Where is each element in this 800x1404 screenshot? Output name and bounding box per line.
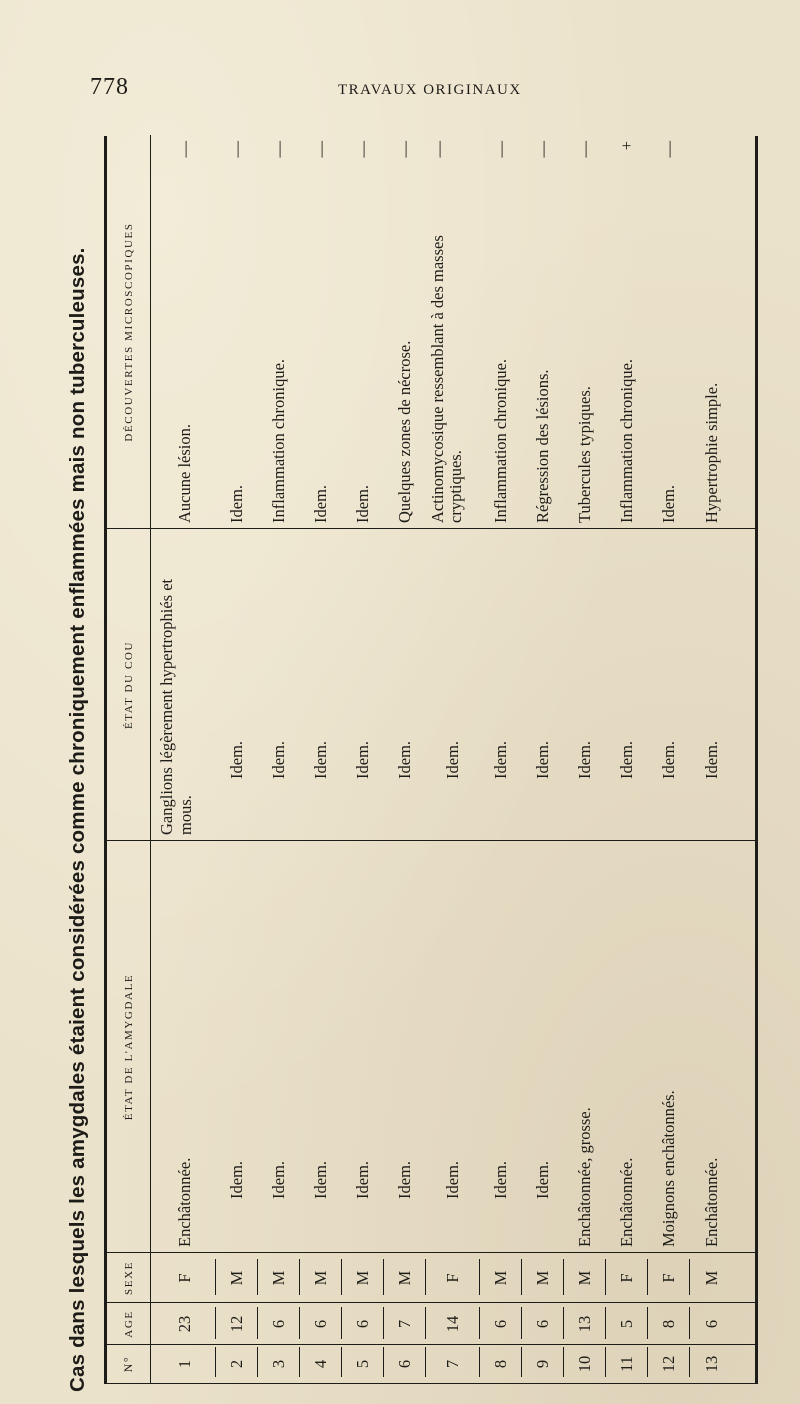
cell-no <box>383 1345 425 1383</box>
cou-text: Idem. <box>394 740 414 779</box>
no-text: 9 <box>532 1359 552 1369</box>
cell-no <box>257 1345 299 1383</box>
cou-text: Idem. <box>490 740 510 779</box>
cou-text: Idem. <box>658 740 678 779</box>
cell-cou <box>341 529 383 841</box>
sexe-text: M <box>490 1270 510 1286</box>
cell-age <box>425 1303 479 1345</box>
cell-amygdale <box>689 841 733 1253</box>
age-text: 6 <box>532 1319 552 1329</box>
cell-amygdale <box>383 841 425 1253</box>
age-text: 6 <box>310 1319 330 1329</box>
result-mark: — <box>352 141 372 158</box>
cell-cou <box>383 529 425 841</box>
header-amygdale: ÉTAT DE L'AMYGDALE <box>107 841 151 1253</box>
age-text: 7 <box>394 1319 414 1329</box>
cell-age <box>563 1303 605 1345</box>
cell-sexe <box>215 1253 257 1303</box>
cell-no <box>299 1345 341 1383</box>
age-text: 6 <box>701 1319 721 1329</box>
cell-decouvertes <box>257 135 299 529</box>
cell-sexe <box>383 1253 425 1303</box>
table-row <box>153 136 215 1383</box>
cell-amygdale <box>425 841 479 1253</box>
cell-age <box>647 1303 689 1345</box>
findings-text: Quelques zones de nécrose. <box>394 340 414 523</box>
age-text: 6 <box>352 1319 372 1329</box>
no-text: 2 <box>226 1359 246 1369</box>
no-text: 10 <box>574 1355 594 1373</box>
cell-decouvertes <box>299 135 341 529</box>
amygdale-text: Idem. <box>352 1160 372 1199</box>
cell-decouvertes <box>341 135 383 529</box>
cou-text: Idem. <box>310 740 330 779</box>
no-text: 1 <box>174 1359 194 1369</box>
cell-decouvertes <box>563 135 605 529</box>
findings-text: Hypertrophie simple. <box>701 382 721 523</box>
findings-text: Idem. <box>658 484 678 523</box>
no-text: 12 <box>658 1355 678 1373</box>
cell-age <box>521 1303 563 1345</box>
table-row <box>647 136 689 1383</box>
no-text: 5 <box>352 1359 372 1369</box>
cell-cou <box>605 529 647 841</box>
findings-text: Idem. <box>226 484 246 523</box>
cou-text: Idem. <box>574 740 594 779</box>
cell-amygdale <box>521 841 563 1253</box>
cell-sexe <box>257 1253 299 1303</box>
amygdale-text: Moignons enchâtonnés. <box>658 1090 678 1247</box>
sexe-text: M <box>226 1270 246 1286</box>
amygdale-text: Enchâtonnée. <box>616 1157 636 1247</box>
header-cou: ÉTAT DU COU <box>107 529 151 841</box>
cell-amygdale <box>563 841 605 1253</box>
cell-age <box>605 1303 647 1345</box>
sexe-text: F <box>174 1273 194 1283</box>
cell-decouvertes <box>689 135 733 529</box>
age-text: 14 <box>442 1315 462 1333</box>
amygdale-text: Idem. <box>394 1160 414 1199</box>
cell-amygdale <box>153 841 215 1253</box>
findings-text: Inflammation chronique. <box>616 358 636 523</box>
result-mark: — <box>532 141 552 158</box>
amygdale-text: Idem. <box>310 1160 330 1199</box>
amygdale-text: Enchâtonnée. <box>174 1157 194 1247</box>
table-row <box>689 136 733 1383</box>
cell-amygdale <box>215 841 257 1253</box>
cell-decouvertes <box>215 135 257 529</box>
cell-age <box>257 1303 299 1345</box>
result-mark: — <box>394 141 414 158</box>
result-mark: — <box>490 141 510 158</box>
cell-no <box>153 1345 215 1383</box>
findings-text: Inflammation chronique. <box>490 358 510 523</box>
amygdale-text: Enchâtonnée, grosse. <box>574 1107 594 1247</box>
result-mark: — <box>174 141 194 158</box>
cou-text: Idem. <box>268 740 288 779</box>
cell-sexe <box>341 1253 383 1303</box>
table-row <box>605 136 647 1383</box>
amygdale-text: Idem. <box>442 1160 462 1199</box>
cou-text: Idem. <box>701 740 721 779</box>
amygdale-text: Idem. <box>268 1160 288 1199</box>
no-text: 7 <box>442 1359 462 1369</box>
cell-decouvertes <box>605 135 647 529</box>
amygdale-text: Idem. <box>490 1160 510 1199</box>
amygdale-text: Idem. <box>532 1160 552 1199</box>
cell-cou <box>563 529 605 841</box>
cases-table <box>104 136 758 1384</box>
cell-cou <box>153 529 215 841</box>
cell-cou <box>479 529 521 841</box>
table-row <box>479 136 521 1383</box>
cell-cou <box>215 529 257 841</box>
table-row <box>563 136 605 1383</box>
cell-sexe <box>605 1253 647 1303</box>
cell-cou <box>647 529 689 841</box>
table-row <box>521 136 563 1383</box>
cell-no <box>215 1345 257 1383</box>
cell-age <box>689 1303 733 1345</box>
findings-text: Actinomycosique ressemblant à des masses cryptiques. <box>428 235 465 523</box>
cou-text: Idem. <box>616 740 636 779</box>
cell-age <box>299 1303 341 1345</box>
findings-text: Régression des lésions. <box>532 369 552 523</box>
cell-amygdale <box>605 841 647 1253</box>
cell-age <box>215 1303 257 1345</box>
cell-age <box>153 1303 215 1345</box>
no-text: 13 <box>701 1355 721 1373</box>
cell-decouvertes <box>479 135 521 529</box>
result-mark: — <box>429 141 448 158</box>
sexe-text: F <box>658 1273 678 1283</box>
result-mark: + <box>616 141 636 151</box>
cell-amygdale <box>257 841 299 1253</box>
cell-decouvertes <box>521 135 563 529</box>
findings-text: Idem. <box>352 484 372 523</box>
header-sexe: SEXE <box>107 1253 151 1303</box>
cou-text: Ganglions légèrement hypertrophiés et mous. <box>157 578 195 835</box>
cell-decouvertes <box>153 135 215 529</box>
sexe-text: F <box>442 1273 462 1283</box>
no-text: 4 <box>310 1359 330 1369</box>
cell-sexe <box>689 1253 733 1303</box>
table-row <box>257 136 299 1383</box>
findings-text: Tubercules typiques. <box>574 386 594 523</box>
sexe-text: M <box>352 1270 372 1286</box>
cell-decouvertes <box>383 135 425 529</box>
cou-text: Idem. <box>226 740 246 779</box>
table-row <box>425 136 479 1383</box>
page-number: 778 <box>90 74 129 100</box>
cell-no <box>563 1345 605 1383</box>
cell-sexe <box>299 1253 341 1303</box>
cou-text: Idem. <box>442 740 462 779</box>
running-head: TRAVAUX ORIGINAUX <box>338 82 522 98</box>
cell-cou <box>521 529 563 841</box>
age-text: 8 <box>658 1319 678 1329</box>
cell-age <box>341 1303 383 1345</box>
cell-amygdale <box>299 841 341 1253</box>
cell-sexe <box>153 1253 215 1303</box>
cell-cou <box>257 529 299 841</box>
sexe-text: M <box>310 1270 330 1286</box>
cell-decouvertes <box>647 135 689 529</box>
amygdale-text: Idem. <box>226 1160 246 1199</box>
age-text: 6 <box>268 1319 288 1329</box>
age-text: 23 <box>174 1315 194 1333</box>
findings-text: Idem. <box>310 484 330 523</box>
cell-decouvertes <box>425 135 479 529</box>
cell-sexe <box>521 1253 563 1303</box>
sexe-text: M <box>532 1270 552 1286</box>
header-decouvertes: DÉCOUVERTES MICROSCOPIQUES <box>107 135 151 529</box>
cou-text: Idem. <box>352 740 372 779</box>
cell-sexe <box>647 1253 689 1303</box>
cell-amygdale <box>647 841 689 1253</box>
age-text: 6 <box>490 1319 510 1329</box>
rotated-table-block <box>58 130 763 1392</box>
result-mark: — <box>226 141 246 158</box>
sexe-text: M <box>394 1270 414 1286</box>
findings-text: Inflammation chronique. <box>268 358 288 523</box>
cell-sexe <box>479 1253 521 1303</box>
cell-cou <box>425 529 479 841</box>
sexe-text: M <box>701 1270 721 1286</box>
cell-age <box>479 1303 521 1345</box>
no-text: 6 <box>394 1359 414 1369</box>
age-text: 5 <box>616 1319 636 1329</box>
table-row <box>299 136 341 1383</box>
no-text: 3 <box>268 1359 288 1369</box>
cell-age <box>383 1303 425 1345</box>
no-text: 11 <box>616 1356 636 1372</box>
cell-cou <box>299 529 341 841</box>
result-mark: — <box>268 141 288 158</box>
header-age: AGE <box>107 1303 151 1345</box>
result-mark: — <box>574 141 594 158</box>
sexe-text: M <box>268 1270 288 1286</box>
cell-no <box>647 1345 689 1383</box>
sexe-text: F <box>616 1273 636 1283</box>
cell-no <box>425 1345 479 1383</box>
result-mark: — <box>310 141 330 158</box>
cell-no <box>341 1345 383 1383</box>
cou-text: Idem. <box>532 740 552 779</box>
amygdale-text: Enchâtonnée. <box>701 1157 721 1247</box>
cell-sexe <box>563 1253 605 1303</box>
findings-text: Aucune lésion. <box>174 424 194 523</box>
sexe-text: M <box>574 1270 594 1286</box>
no-text: 8 <box>490 1359 510 1369</box>
header-no: N° <box>107 1345 151 1383</box>
table-row <box>341 136 383 1383</box>
cell-amygdale <box>341 841 383 1253</box>
cell-no <box>479 1345 521 1383</box>
cell-amygdale <box>479 841 521 1253</box>
age-text: 12 <box>226 1315 246 1333</box>
table-row <box>383 136 425 1383</box>
cell-cou <box>689 529 733 841</box>
table-title: Cas dans lesquels les amygdales étaient considérées comme chroniquement enflammées mais non tuberculeuses. <box>66 247 89 1392</box>
cell-sexe <box>425 1253 479 1303</box>
cell-no <box>605 1345 647 1383</box>
age-text: 13 <box>574 1315 594 1333</box>
result-mark: — <box>658 141 678 158</box>
cell-no <box>521 1345 563 1383</box>
table-row <box>215 136 257 1383</box>
cell-no <box>689 1345 733 1383</box>
